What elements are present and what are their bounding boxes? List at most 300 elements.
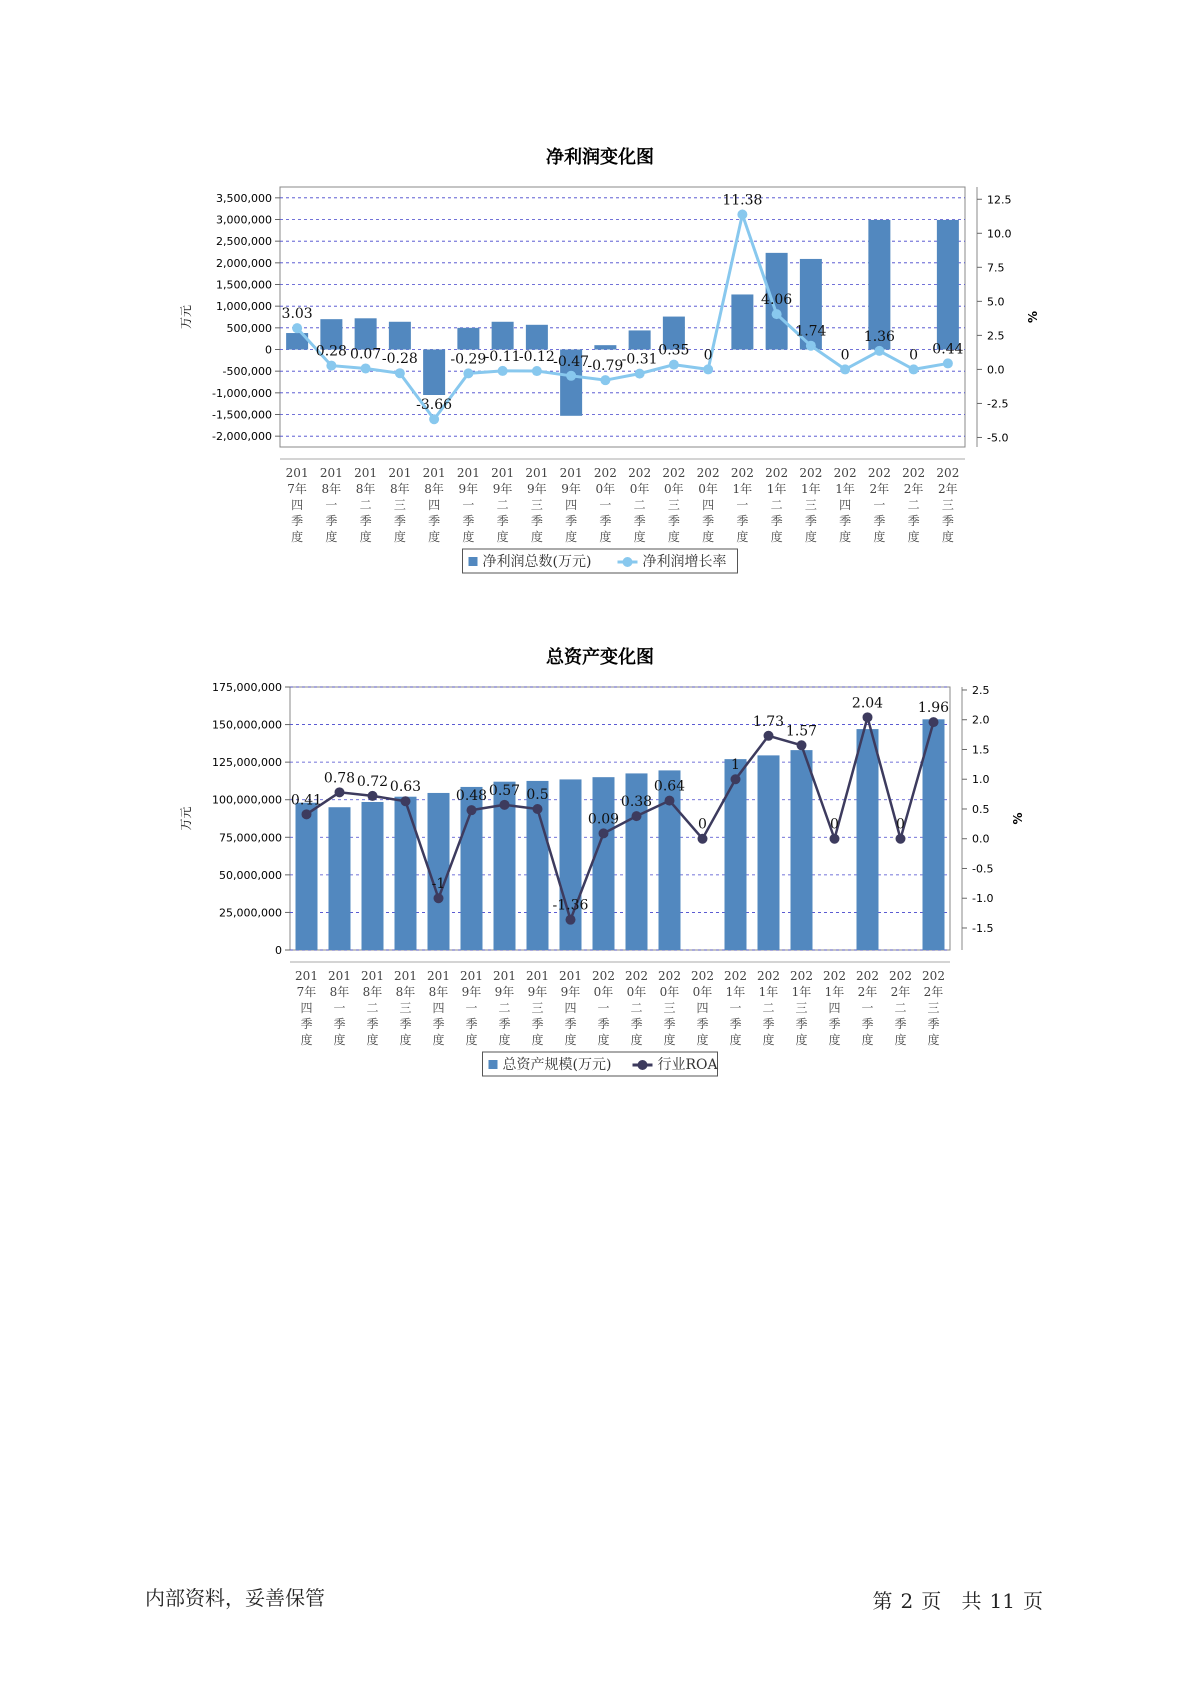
x-tick-label: 201 [460,969,483,983]
x-tick-label: 二 [907,498,920,512]
data-label: 1.57 [785,723,818,740]
page-number: 2 [900,1589,914,1613]
x-tick-label: 二 [770,498,783,512]
y-tick-label: 75,000,000 [219,831,282,845]
y-tick-label: 2,000,000 [216,256,272,270]
y-tick-label: 100,000,000 [212,793,282,807]
plot-frame [280,187,965,447]
y2-tick-label: 12.5 [987,193,1012,207]
bar [423,350,445,396]
x-tick-label: 9年 [527,482,547,496]
x-tick-label: 四 [564,1001,577,1015]
x-tick-label: 度 [736,530,749,544]
x-tick-label: 三 [393,498,406,512]
y-tick-label: 0 [265,343,272,357]
x-tick-label: 季 [907,514,920,528]
plot-frame [290,687,950,950]
data-label: -0.12 [518,349,555,366]
data-label: 0.5 [526,786,549,803]
x-tick-label: 二 [633,498,646,512]
net-profit-chart [0,125,1191,595]
line-point [896,834,906,844]
x-tick-label: 2年 [857,985,878,999]
x-tick-label: 201 [319,466,343,480]
legend-line-marker [638,1060,648,1070]
line-point [599,828,609,838]
line-point [434,893,444,903]
y-tick-label: 25,000,000 [219,906,282,920]
x-tick-label: 202 [833,466,857,480]
bar [937,220,959,350]
x-tick-label: 2年 [923,985,944,999]
data-label: 0 [830,816,839,833]
data-label: 0.07 [350,346,382,363]
x-tick-label: 201 [285,466,309,480]
line-point [302,809,312,819]
x-tick-label: 度 [795,1033,808,1047]
data-label: -0.47 [553,353,590,370]
x-tick-label: 度 [663,1033,676,1047]
net-profit-chart-svg [0,125,1191,595]
x-tick-label: 0年 [692,985,713,999]
x-tick-label: 度 [873,530,886,544]
x-tick-label: 201 [361,969,384,983]
x-tick-label: 202 [856,969,879,983]
x-tick-label: 8年 [362,985,383,999]
x-tick-label: 2年 [938,482,958,496]
x-tick-label: 一 [861,1001,874,1015]
legend-bar-swatch [489,1060,498,1069]
line-point [669,360,679,370]
page-prefix: 第 [872,1589,893,1613]
chart-title: 净利润变化图 [546,147,654,168]
bar [857,729,879,950]
data-label: -3.66 [416,397,453,414]
x-tick-label: 季 [894,1017,907,1031]
bar [395,797,417,950]
x-tick-label: 三 [531,1001,544,1015]
x-tick-label: 四 [702,498,715,512]
line-point [467,805,477,815]
x-tick-label: 一 [599,498,612,512]
line-point [703,364,713,374]
y2-tick-label: -5.0 [987,431,1009,445]
x-tick-label: 季 [399,1017,412,1031]
y2-tick-label: 1.0 [972,773,990,787]
y-tick-label: 3,500,000 [216,191,272,205]
total-unit: 页 [1023,1589,1043,1613]
x-tick-label: 202 [593,466,617,480]
y2-tick-label: 0.5 [972,802,990,816]
x-tick-label: 0年 [664,482,684,496]
x-tick-label: 0年 [659,985,680,999]
line-point [361,363,371,373]
x-tick-label: 季 [465,1017,478,1031]
x-tick-label: 度 [894,1033,907,1047]
data-label: 0 [896,816,905,833]
x-tick-label: 201 [328,969,351,983]
y2-tick-label: 0.0 [987,363,1005,377]
bar [629,330,651,349]
data-label: 0.78 [323,770,356,787]
x-tick-label: 二 [359,498,372,512]
x-tick-label: 202 [625,969,648,983]
data-label: 0.28 [315,343,347,360]
x-tick-label: 201 [388,466,412,480]
x-tick-label: 201 [354,466,378,480]
x-tick-label: 度 [861,1033,874,1047]
x-tick-label: 1年 [835,482,855,496]
data-label: -0.28 [381,351,418,368]
legend-line-marker [623,557,633,567]
x-tick-label: 201 [456,466,480,480]
x-tick-label: 度 [428,530,441,544]
data-label: 0.44 [932,341,964,358]
line-point [533,804,543,814]
x-tick-label: 一 [597,1001,610,1015]
data-label: 1.73 [752,713,785,730]
x-tick-label: 9年 [492,482,513,496]
line-point [737,209,747,219]
x-tick-label: 一 [873,498,886,512]
x-tick-label: 季 [462,514,475,528]
bar [329,807,351,950]
x-tick-label: 季 [873,514,886,528]
x-tick-label: 度 [393,530,406,544]
bar [791,750,813,950]
x-tick-label: 9年 [494,985,515,999]
x-tick-label: 度 [839,530,852,544]
bar [457,328,479,350]
x-tick-label: 度 [300,1033,313,1047]
data-label: 0.38 [620,794,653,811]
y2-tick-label: -2.5 [987,397,1009,411]
bar [593,777,615,950]
x-tick-label: 8年 [355,482,376,496]
line-point [698,834,708,844]
x-tick-label: 度 [496,530,509,544]
x-tick-label: 202 [867,466,891,480]
x-tick-label: 度 [804,530,817,544]
bar [428,793,450,950]
x-tick-label: 季 [839,514,852,528]
x-tick-label: 度 [359,530,372,544]
x-tick-label: 1年 [801,482,821,496]
x-tick-label: 三 [667,498,680,512]
x-tick-label: 1年 [766,482,787,496]
data-label: 11.38 [722,192,763,209]
x-tick-label: 季 [325,514,338,528]
bar [492,322,514,350]
x-tick-label: 二 [630,1001,643,1015]
x-tick-label: 9年 [560,985,581,999]
x-tick-label: 季 [333,1017,346,1031]
legend-bar-swatch [469,557,478,566]
x-tick-label: 度 [667,530,680,544]
line-point [401,796,411,806]
total-pages: 11 [989,1589,1015,1613]
line-point [665,796,675,806]
x-tick-label: 季 [432,1017,445,1031]
data-label: -0.79 [587,358,624,375]
x-tick-label: 季 [393,514,406,528]
confidential-note: 内部资料，妥善保管 [145,1586,325,1610]
y2-tick-label: -1.5 [972,921,994,935]
x-tick-label: 201 [525,466,549,480]
x-tick-label: 8年 [329,985,350,999]
x-tick-label: 度 [333,1033,346,1047]
x-tick-label: 季 [696,1017,709,1031]
x-tick-label: 度 [462,530,475,544]
x-tick-label: 202 [730,466,754,480]
line-point [326,361,336,371]
data-label: 1 [731,757,740,774]
x-tick-label: 201 [526,969,549,983]
x-tick-label: 2年 [903,482,924,496]
x-tick-label: 度 [498,1033,511,1047]
x-tick-label: 季 [861,1017,874,1031]
legend-bar-label: 净利润总数(万元) [482,554,592,570]
data-label: 0.72 [356,773,389,790]
x-tick-label: 度 [762,1033,775,1047]
x-tick-label: 1年 [732,482,753,496]
x-tick-label: 9年 [561,482,581,496]
data-label: -1 [431,876,446,893]
data-label: 0.64 [653,778,686,795]
x-tick-label: 201 [422,466,446,480]
x-tick-label: 9年 [458,482,479,496]
y-axis-label: 万元 [179,806,193,831]
line-point [500,800,510,810]
line-point [772,309,782,319]
y-tick-label: 1,500,000 [216,278,272,292]
total-assets-chart [0,625,1191,1095]
x-tick-label: 一 [729,1001,742,1015]
y-tick-label: 0 [275,944,282,957]
data-label: 0.09 [587,811,620,828]
y2-tick-label: 2.5 [987,329,1005,343]
x-tick-label: 季 [564,1017,577,1031]
x-tick-label: 202 [765,466,789,480]
line-point [929,717,939,727]
x-tick-label: 度 [597,1033,610,1047]
x-tick-label: 201 [493,969,516,983]
x-tick-label: 二 [366,1001,379,1015]
x-tick-label: 度 [907,530,920,544]
x-tick-label: 四 [300,1001,313,1015]
data-label: 3.03 [281,306,313,323]
x-tick-label: 度 [702,530,715,544]
total-assets-chart-svg [0,625,1191,1095]
total-prefix: 共 [961,1589,982,1613]
line-point [840,364,850,374]
x-tick-label: 季 [300,1017,313,1031]
x-tick-label: 季 [663,1017,676,1031]
x-tick-label: 8年 [428,985,449,999]
data-label: 0.57 [488,782,521,799]
legend-line-label: 净利润增长率 [642,554,727,570]
x-tick-label: 季 [359,514,372,528]
data-label: 0.35 [658,342,690,359]
x-tick-label: 季 [736,514,749,528]
line-point [600,375,610,385]
x-tick-label: 8年 [321,482,342,496]
y-tick-label: -1,500,000 [212,408,272,422]
line-point [566,371,576,381]
x-tick-label: 度 [530,530,543,544]
x-tick-label: 度 [828,1033,841,1047]
x-tick-label: 度 [633,530,646,544]
x-tick-label: 8年 [424,482,444,496]
x-tick-label: 度 [432,1033,445,1047]
x-tick-label: 季 [927,1017,940,1031]
line-point [874,346,884,356]
x-tick-label: 度 [366,1033,379,1047]
data-label: 1.96 [917,700,950,717]
data-label: 0.48 [455,788,488,805]
series-line [297,214,948,419]
line-point [764,731,774,741]
x-tick-label: 7年 [296,985,317,999]
line-point [830,834,840,844]
x-tick-label: 四 [565,498,578,512]
line-point [806,341,816,351]
data-label: 0 [840,347,850,364]
bar [923,719,945,950]
x-tick-label: 202 [724,969,747,983]
y2-tick-label: 5.0 [987,295,1005,309]
line-point [943,358,953,368]
line-point [731,774,741,784]
x-tick-label: 三 [795,1001,808,1015]
y2-axis-label: % [1011,812,1025,825]
y-tick-label: 50,000,000 [219,868,282,882]
x-tick-label: 202 [691,969,714,983]
bar [355,318,377,349]
x-tick-label: 一 [465,1001,478,1015]
x-tick-label: 201 [427,969,450,983]
x-tick-label: 201 [559,466,583,480]
page-unit: 页 [921,1589,942,1613]
x-tick-label: 8年 [390,482,410,496]
x-tick-label: 三 [530,498,543,512]
y-tick-label: -1,000,000 [212,386,272,400]
bar [296,803,318,950]
x-tick-label: 季 [428,514,441,528]
x-tick-label: 度 [696,1033,709,1047]
x-tick-label: 一 [333,1001,346,1015]
x-tick-label: 202 [922,969,945,983]
bar [725,759,747,950]
x-tick-label: 度 [465,1033,478,1047]
x-tick-label: 0年 [698,482,718,496]
x-tick-label: 1年 [758,985,779,999]
x-tick-label: 202 [799,466,823,480]
legend-bar-label: 总资产规模(万元) [502,1057,612,1073]
x-tick-label: 202 [592,969,615,983]
y-axis-label: 万元 [179,304,193,330]
line-point [863,712,873,722]
x-tick-label: 201 [295,969,318,983]
x-tick-label: 0年 [626,985,647,999]
page-indicator [872,1585,1051,1614]
y2-tick-label: 0.0 [972,832,990,846]
line-point [632,811,642,821]
x-tick-label: 二 [496,498,509,512]
x-tick-label: 季 [630,1017,643,1031]
y2-tick-label: 2.5 [972,683,990,697]
x-tick-label: 三 [927,1001,940,1015]
bar [758,755,780,950]
y2-axis-label: % [1026,310,1040,324]
x-tick-label: 季 [667,514,680,528]
y-tick-label: 3,000,000 [216,213,272,227]
y2-tick-label: 10.0 [987,227,1012,241]
x-tick-label: 度 [399,1033,412,1047]
x-tick-label: 0年 [629,482,650,496]
y2-tick-label: 2.0 [972,713,990,727]
line-point [292,323,302,333]
x-tick-label: 度 [291,530,304,544]
x-tick-label: 四 [696,1001,709,1015]
data-label: 1.74 [795,323,827,340]
data-label: 0.41 [290,792,323,809]
data-label: 0 [698,816,707,833]
x-tick-label: 季 [366,1017,379,1031]
x-tick-label: 二 [894,1001,907,1015]
legend-line-label: 行业ROA [657,1057,718,1073]
x-tick-label: 度 [941,530,954,544]
data-label: 1.36 [863,328,895,345]
x-tick-label: 7年 [287,482,307,496]
x-tick-label: 季 [597,1017,610,1031]
chart-title: 总资产变化图 [546,647,654,668]
x-tick-label: 季 [291,514,304,528]
bar [362,802,384,950]
x-tick-label: 季 [496,514,509,528]
x-tick-label: 1年 [824,985,845,999]
y-tick-label: 500,000 [226,321,272,335]
x-tick-label: 季 [599,514,612,528]
data-label: 2.04 [851,695,884,712]
data-label: 0 [703,347,713,364]
x-tick-label: 1年 [791,985,812,999]
x-tick-label: 2年 [869,482,890,496]
x-tick-label: 一 [462,498,475,512]
bar [526,325,548,350]
x-tick-label: 四 [828,1001,841,1015]
x-tick-label: 9年 [461,985,482,999]
data-label: 4.06 [761,292,793,309]
line-point [797,740,807,750]
x-tick-label: 度 [564,1033,577,1047]
y-tick-label: -2,000,000 [212,430,272,444]
x-tick-label: 季 [702,514,715,528]
x-tick-label: 季 [770,514,783,528]
x-tick-label: 202 [658,969,681,983]
x-tick-label: 1年 [725,985,746,999]
x-tick-label: 202 [662,466,686,480]
x-tick-label: 三 [804,498,817,512]
x-tick-label: 0年 [593,985,614,999]
x-tick-label: 度 [729,1033,742,1047]
x-tick-label: 季 [565,514,578,528]
x-tick-label: 季 [762,1017,775,1031]
x-tick-label: 季 [941,514,954,528]
y-tick-label: 125,000,000 [212,756,282,770]
x-tick-label: 二 [762,1001,775,1015]
x-tick-label: 一 [736,498,749,512]
